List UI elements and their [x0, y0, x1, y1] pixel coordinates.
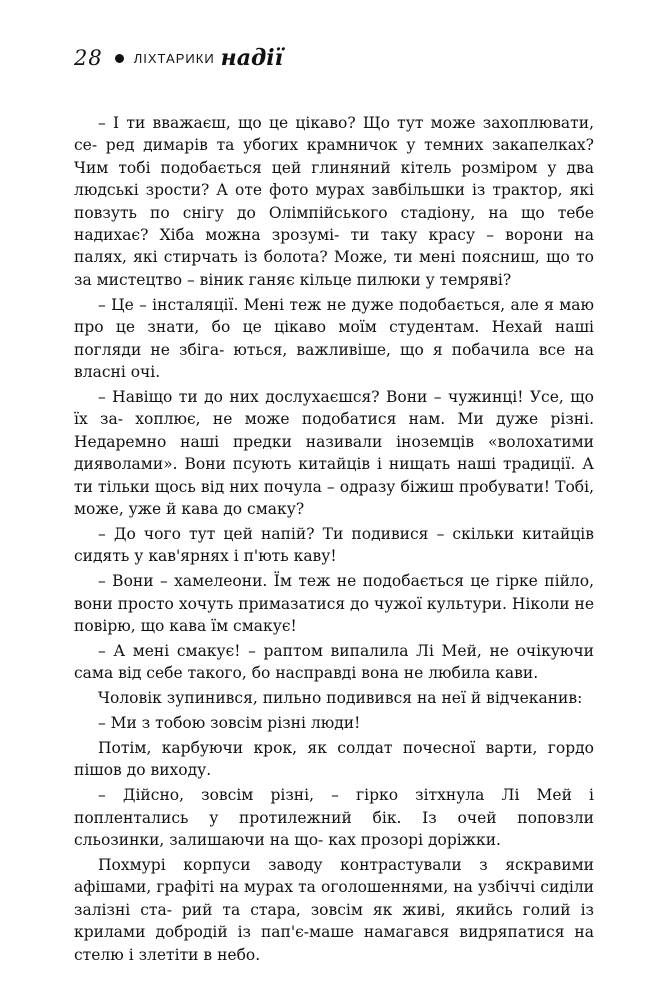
paragraph: – Ми з тобою зовсім різні люди! — [98, 714, 361, 733]
book-title-script: надії — [220, 45, 283, 71]
book-title-caps: ЛІХТАРИКИ — [133, 50, 215, 66]
page-number: 28 — [74, 46, 103, 70]
paragraph: – І ти вважаєш, що це цікаво? Що тут може захоплювати, се- ред димарів та убогих крамничок у темних закапелках? Чим тобі подобається цей глиняний кітель розміром у два людські зрости? А оте фото мурах завбільшки із трактор, які повзуть по снігу до Олімпійського стадіону, на що тебе надихає? Хіба можна зрозумі- ти таку красу – ворони на палях, які стирчать із болота? Може, ти мені поясниш, що то за мистецтво – віник ганяє кільце пилюки у темряві? — [74, 114, 594, 289]
paragraph: – Це – інсталяції. Мені теж не дуже подобається, але я маю про це знати, бо це цікаво моїм студентам. Нехай наші погляди не збіга- ються, важливіше, що я побачила все на власні очі. — [74, 295, 594, 381]
paragraph: Потім, карбуючи крок, як солдат почесної варти, гордо пішов до виходу. — [74, 738, 594, 780]
body-text — [74, 112, 594, 969]
paragraph: – Дійсно, зовсім різні, – гірко зітхнула Лі Мей і поплентались у протилежний бік. Із очей поповзли сльозинки, залишаючи на що- ках прозорі доріжки. — [74, 786, 594, 850]
paragraph: – Вони – хамелеони. Їм теж не подобається це гірке пійло, вони просто хочуть примазатися до чужої культури. Ніколи не повірю, що кава їм смакує! — [74, 572, 594, 635]
paragraph: – А мені смакує! – раптом випалила Лі Мей, не очікуючи сама від себе такого, бо насправді вона не любила кави. — [74, 641, 594, 683]
running-header — [74, 38, 283, 78]
paragraph: – Навіщо ти до них дослухаєшся? Вони – чужинці! Усе, що їх за- хоплює, не може подобатися нам. Ми дуже різні. Недаремно наші предки називали іноземців «волохатими дияволами». Вони псують китайців і нищать наші традиції. А ти тільки щось від них почула – одразу біжиш пробувати! Тобі, може, уже й кава до смаку? — [74, 387, 594, 518]
bullet-dot-icon — [115, 54, 124, 63]
paragraph: Похмурі корпуси заводу контрастували з яскравими афішами, графіті на мурах та оголошеннями, на узбіччі сиділи залізні ста- рий та стара, зовсім як живі, якийсь голий із крилами добродій із пап'є-маше намагався видряпатися на стелю і злетіти в небо. — [74, 856, 594, 964]
paragraph: Чоловік зупинився, пильно подивився на неї й відчеканив: — [98, 689, 583, 708]
paragraph: – До чого тут цей напій? Ти подивися – скільки китайців сидять у кав'ярнях і п'ють каву! — [74, 524, 594, 566]
